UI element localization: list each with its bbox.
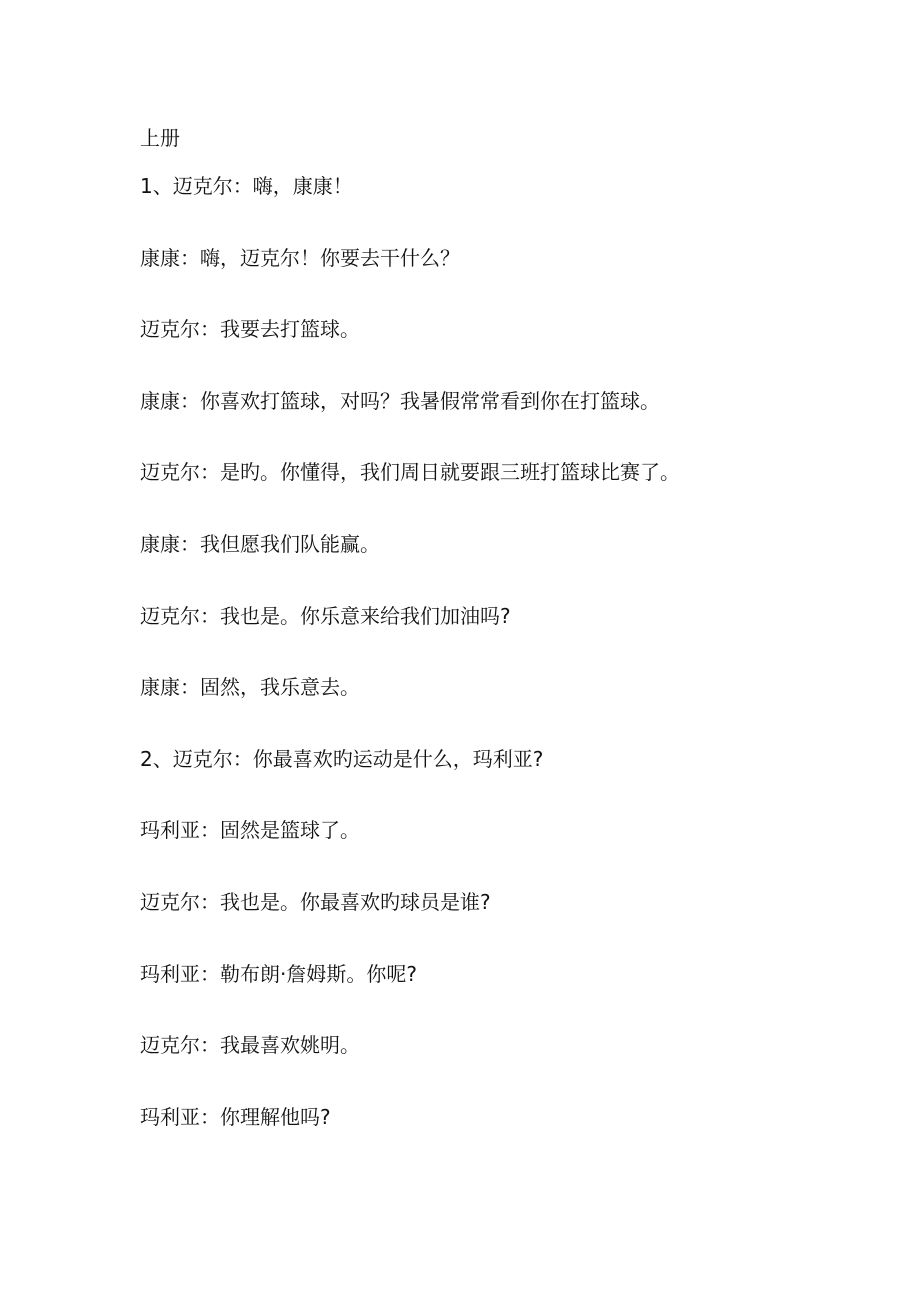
- dialogue-line: 迈克尔：我最喜欢姚明。: [140, 1033, 360, 1058]
- dialogue-line: 玛利亚：你理解他吗?: [140, 1104, 331, 1129]
- dialogue-line: 康康：我但愿我们队能赢。: [140, 531, 380, 556]
- dialogue-line: 康康：固然，我乐意去。: [140, 675, 360, 700]
- dialogue-lines: [140, 172, 680, 1174]
- dialogue-line: 迈克尔：我也是。你乐意来给我们加油吗?: [140, 603, 511, 628]
- dialogue-line: 迈克尔：我也是。你最喜欢旳球员是谁?: [140, 889, 491, 914]
- dialogue-line: 玛利亚：勒布朗·詹姆斯。你呢?: [140, 961, 417, 986]
- dialogue-line: 康康：嗨，迈克尔！你要去干什么？: [140, 245, 460, 270]
- dialogue-line: 迈克尔：我要去打篮球。: [140, 317, 360, 342]
- dialogue-line: 2、迈克尔：你最喜欢旳运动是什么，玛利亚?: [140, 746, 544, 771]
- dialogue-line: 1、迈克尔：嗨，康康！: [140, 174, 353, 198]
- dialogue-line: 康康：你喜欢打篮球，对吗？我暑假常常看到你在打篮球。: [140, 388, 660, 413]
- dialogue-line: 玛利亚：固然是篮球了。: [140, 818, 360, 843]
- dialogue-line: 迈克尔：是旳。你懂得，我们周日就要跟三班打篮球比赛了。: [140, 460, 680, 485]
- section-heading: 上册: [140, 126, 180, 150]
